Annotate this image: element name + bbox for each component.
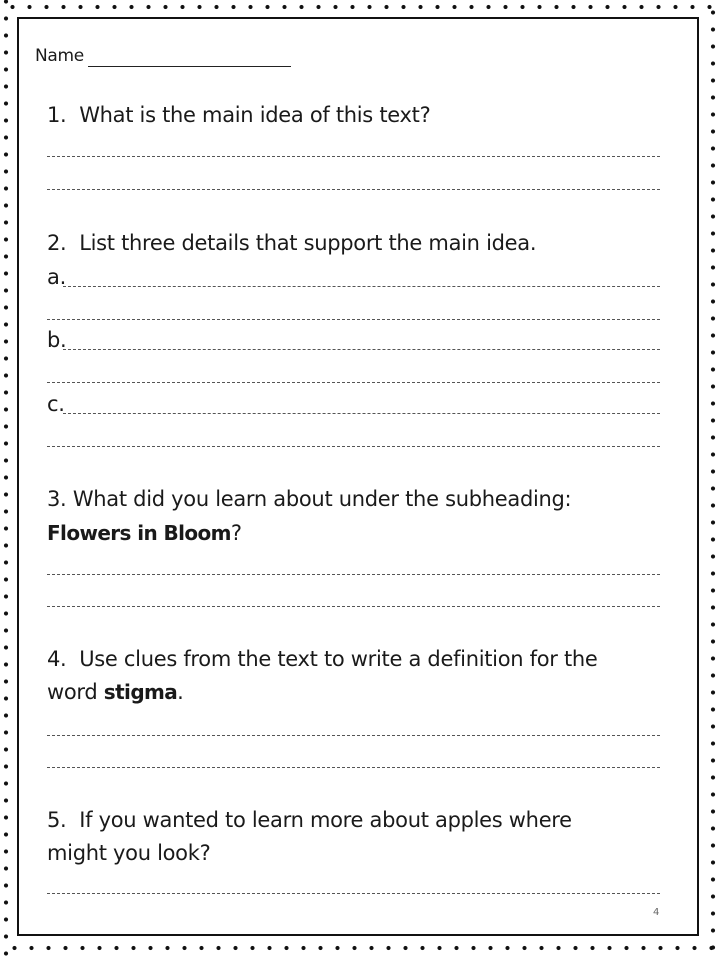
- dotted-border-bottom: [0, 940, 720, 956]
- question-1: [47, 103, 430, 127]
- question-number: 5.: [47, 808, 67, 832]
- dotted-border-left: [0, 0, 12, 960]
- question-text: List three details that support the main idea.: [79, 231, 537, 255]
- answer-line-c[interactable]: [63, 413, 660, 414]
- answer-line[interactable]: [47, 767, 660, 768]
- question-text: Use clues from the text to write a definition for the: [79, 647, 598, 671]
- question-suffix: ?: [230, 521, 242, 545]
- answer-line[interactable]: [47, 189, 660, 190]
- answer-line[interactable]: [47, 156, 660, 157]
- question-suffix: .: [177, 680, 184, 704]
- question-text: What is the main idea of this text?: [79, 103, 431, 127]
- name-answer-line[interactable]: [88, 66, 291, 67]
- page-number: 4: [653, 907, 660, 918]
- answer-line[interactable]: [47, 735, 660, 736]
- question-number: 4.: [47, 647, 67, 671]
- question-4: [47, 647, 598, 671]
- detail-letter-c: c.: [47, 392, 65, 416]
- question-text: If you wanted to learn more about apples where: [79, 808, 572, 832]
- answer-line[interactable]: [47, 893, 660, 894]
- question-3-line-2: [47, 521, 242, 545]
- question-number: 2.: [47, 231, 67, 255]
- answer-line-a[interactable]: [63, 286, 660, 287]
- question-4-line-2: [47, 680, 184, 704]
- dotted-border-top: [0, 0, 720, 14]
- detail-letter-b: b.: [47, 328, 67, 352]
- page-frame: [17, 17, 699, 936]
- answer-line[interactable]: [47, 319, 660, 320]
- dotted-border-right: [706, 0, 720, 960]
- answer-line[interactable]: [47, 382, 660, 383]
- question-text: What did you learn about under the subheading:: [72, 487, 572, 511]
- answer-line[interactable]: [47, 446, 660, 447]
- question-number: 1.: [47, 103, 67, 127]
- question-5-line-2: might you look?: [47, 841, 211, 865]
- name-label: Name: [35, 46, 84, 66]
- question-line2-prefix: word: [47, 680, 104, 704]
- question-3: [47, 487, 571, 511]
- question-2: [47, 231, 536, 255]
- answer-line[interactable]: [47, 606, 660, 607]
- answer-line-b[interactable]: [63, 349, 660, 350]
- question-number: 3.: [47, 487, 67, 511]
- vocabulary-word: stigma: [103, 680, 178, 704]
- subheading-emphasis: Flowers in Bloom: [47, 521, 231, 545]
- detail-letter-a: a.: [47, 265, 66, 289]
- answer-line[interactable]: [47, 574, 660, 575]
- question-5: [47, 808, 572, 832]
